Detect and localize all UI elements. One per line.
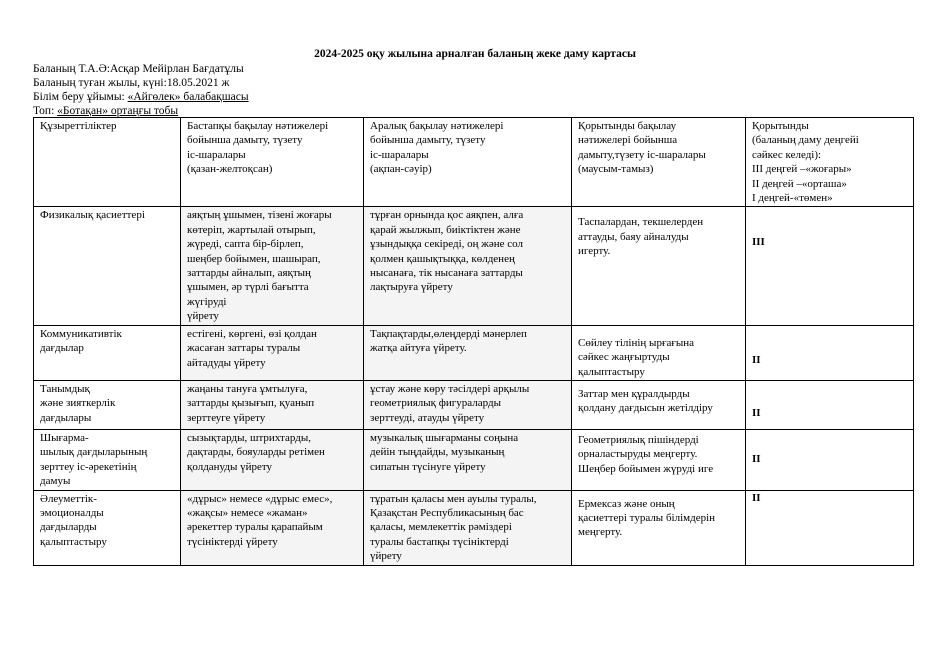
header-initial-line: Бастапқы бақылау нәтижелері (187, 120, 329, 132)
initial-cell (181, 429, 364, 490)
development-table-body (34, 118, 914, 566)
initial-cell-line: әрекеттер туралы қарапайым (187, 521, 323, 534)
table-row (34, 429, 914, 490)
table-row (34, 380, 914, 429)
header-final-line: (маусым-тамыз) (578, 163, 654, 176)
group-label: Топ: (33, 105, 58, 117)
header-interim (364, 118, 572, 207)
group-line (33, 104, 178, 118)
level-cell (746, 490, 914, 565)
development-level: III (752, 236, 765, 249)
final-cell (572, 207, 746, 325)
interim-cell (364, 380, 572, 429)
initial-cell-line: көтеріп, жартылай отырып, (187, 223, 316, 236)
header-interim-line: бойынша дамыту, түзету (370, 134, 486, 147)
initial-cell (181, 380, 364, 429)
header-initial-line: іс-шаралары (187, 148, 246, 161)
final-cell-line: Сөйлеу тілінің ырғағына (578, 336, 695, 349)
interim-cell-line: геометриялық фигураларды (370, 397, 501, 410)
interim-cell-line: музыкалық шығарманы соңына (370, 431, 519, 444)
initial-cell-line: «жақсы» немесе «жаман» (187, 506, 308, 519)
competence-cell (34, 490, 181, 565)
final-cell-line: Таспалардан, текшелерден (578, 216, 704, 229)
final-cell-line: Геометриялық пішіндерді (578, 433, 699, 446)
header-final-line: нәтижелері бойынша (578, 134, 678, 147)
organization-value: «Айгөлек» балабақшасы (127, 91, 249, 103)
organization-label: Білім беру ұйымы: (33, 91, 128, 103)
level-cell (746, 207, 914, 325)
level-cell (746, 380, 914, 429)
interim-cell-line: қолмен қашықтыққа, көлденең (370, 252, 515, 265)
child-name-line (33, 62, 244, 76)
final-cell (572, 429, 746, 490)
initial-cell-line: заттарды қызығып, қуанып (187, 397, 315, 410)
child-name-value: Асқар Мейірлан Бағдатұлы (110, 63, 244, 75)
final-cell (572, 325, 746, 380)
table-header-row (34, 118, 914, 207)
initial-cell-line: зерттеуге үйрету (187, 411, 266, 424)
competence-cell-line: Әлеуметтік- (40, 492, 97, 505)
initial-cell-line: дақтарды, бояуларды ретімен (187, 446, 325, 459)
initial-cell-line: шеңбер бойымен, шашырап, (187, 252, 321, 265)
header-competences (34, 118, 181, 207)
competence-cell-line: Коммуникативтік (40, 327, 122, 340)
development-table (33, 117, 914, 566)
competence-cell-line: эмоционалды (40, 506, 104, 519)
final-cell-line: Ермексаз және оның (578, 497, 675, 510)
header-final-line: Қорытынды бақылау (578, 120, 677, 132)
table-row (34, 490, 914, 565)
competence-cell-line: дағдылар (40, 342, 84, 355)
birth-date-label: Баланың туған жылы, күні: (33, 77, 167, 89)
initial-cell-line: «дұрыс» немесе «дұрыс емес», (187, 492, 333, 505)
development-level: II (752, 491, 761, 504)
header-conclusion-line: III деңгей –«жоғары» (752, 163, 852, 176)
level-cell (746, 325, 914, 380)
competence-cell (34, 325, 181, 380)
group-value: «Ботақан» ортаңғы тобы (57, 105, 179, 117)
interim-cell (364, 490, 572, 565)
initial-cell (181, 325, 364, 380)
child-name-label: Баланың Т.А.Ә: (33, 63, 110, 75)
initial-cell-line: аяқтың ұшымен, тізені жоғары (187, 209, 332, 222)
interim-cell-line: Тақпақтарды,өлеңдерді мәнерлеп (370, 327, 527, 340)
organization-line (33, 90, 249, 104)
initial-cell-line: қолдануды үйрету (187, 460, 273, 473)
interim-cell-line: нысанаға, тік нысанаға заттарды (370, 267, 523, 280)
competence-cell-line: дамуы (40, 475, 71, 488)
initial-cell-line: жүгіруді (187, 295, 227, 308)
interim-cell-line: сипатын түсінуге үйрету (370, 460, 486, 473)
header-interim-line: (ақпан-сәуір) (370, 163, 432, 176)
interim-cell-line: дейін тыңдайды, музыканың (370, 446, 505, 459)
interim-cell-line: үйрету (370, 550, 402, 563)
final-cell-line: меңгерту. (578, 526, 623, 539)
initial-cell-line: сызықтарды, штрихтарды, (187, 431, 311, 444)
initial-cell (181, 490, 364, 565)
competence-cell-line: Танымдық (40, 382, 90, 395)
competence-cell (34, 380, 181, 429)
competence-cell-line: Физикалық қасиеттері (40, 209, 145, 222)
header-conclusion-line: (баланың даму деңгейі (752, 134, 859, 147)
final-cell-line: қалыптастыру (578, 365, 645, 378)
interim-cell-line: тұрған орнында қос аяқпен, алға (370, 209, 524, 222)
final-cell-line: қолдану дағдысын жетілдіру (578, 402, 713, 415)
initial-cell-line: естігені, көргені, өзі қолдан (187, 327, 317, 340)
header-conclusion-line: І деңгей-«төмен» (752, 192, 833, 205)
header-final (572, 118, 746, 207)
initial-cell-line: үйрету (187, 310, 219, 323)
interim-cell-line: тұратын қаласы мен ауылы туралы, (370, 492, 537, 505)
competence-cell-line: зерттеу іс-әрекетінің (40, 460, 137, 473)
header-interim-line: Аралық бақылау нәтижелері (370, 120, 504, 132)
competence-cell-line: қалыптастыру (40, 535, 107, 548)
interim-cell-line: қарай жылжып, биіктіктен және (370, 223, 521, 236)
final-cell (572, 490, 746, 565)
final-cell-line: Заттар мен құралдырды (578, 387, 690, 400)
development-level: II (752, 406, 761, 419)
header-conclusion-line: Қорытынды (752, 120, 809, 132)
interim-cell (364, 429, 572, 490)
interim-cell-line: жатқа айтуға үйрету. (370, 342, 467, 355)
competence-cell (34, 207, 181, 325)
level-cell (746, 429, 914, 490)
document-title: 2024-2025 оқу жылына арналған баланың жеке даму картасы (314, 48, 636, 60)
table-row (34, 325, 914, 380)
initial-cell-line: айтадуды үйрету (187, 356, 266, 369)
header-conclusion-line: II деңгей –«орташа» (752, 177, 847, 190)
header-conclusion-line: сәйкес келеді): (752, 148, 822, 161)
final-cell-line: игерту. (578, 245, 611, 258)
initial-cell-line: жаңаны тануға ұмтылуға, (187, 382, 308, 395)
final-cell-line: қасиеттері туралы білімдерін (578, 511, 716, 524)
initial-cell-line: заттарды айналып, аяқтың (187, 267, 311, 280)
interim-cell-line: ұзындыққа секіреді, оң және сол (370, 238, 523, 251)
final-cell-line: аттауды, баяу айналуды (578, 230, 689, 243)
final-cell-line: Шеңбер бойымен жүруді иге (578, 462, 714, 475)
header-initial (181, 118, 364, 207)
header-initial-line: (қазан-желтоқсан) (187, 163, 273, 176)
header-interim-line: іс-шаралары (370, 148, 429, 161)
interim-cell-line: зерттеуді, атауды үйрету (370, 411, 485, 424)
final-cell-line: орналастыруды меңгерту. (578, 448, 698, 461)
final-cell (572, 380, 746, 429)
initial-cell-line: жасаған заттары туралы (187, 342, 301, 355)
final-cell-line: сәйкес жаңғыртуды (578, 351, 670, 364)
initial-cell (181, 207, 364, 325)
birth-date-line (33, 76, 229, 90)
table-row (34, 207, 914, 325)
competence-cell-line: шылық дағдыларының (40, 446, 148, 459)
header-competences-line: Құзыреттіліктер (40, 120, 117, 132)
interim-cell-line: лақтыруға үйрету (370, 281, 453, 294)
interim-cell-line: туралы бастапқы түсініктерді (370, 535, 509, 548)
interim-cell-line: ұстау және көру тәсілдері арқылы (370, 382, 530, 395)
competence-cell-line: және зияткерлік (40, 397, 116, 410)
competence-cell-line: дағдыларды (40, 521, 97, 534)
header-initial-line: бойынша дамыту, түзету (187, 134, 303, 147)
competence-cell (34, 429, 181, 490)
development-level: II (752, 452, 761, 465)
initial-cell-line: жүреді, сапта бір-бірлеп, (187, 238, 304, 251)
development-level: II (752, 353, 761, 366)
initial-cell-line: түсініктерді үйрету (187, 535, 278, 548)
interim-cell-line: қаласы, мемлекеттік рәміздері (370, 521, 512, 534)
header-final-line: дамыту,түзету іс-шаралары (578, 148, 706, 161)
birth-date-value: 18.05.2021 ж (166, 77, 230, 89)
interim-cell (364, 325, 572, 380)
competence-cell-line: Шығарма- (40, 431, 89, 444)
interim-cell-line: Қазақстан Республикасының бас (370, 506, 524, 519)
header-conclusion (746, 118, 914, 207)
initial-cell-line: ұшымен, әр түрлі бағытта (187, 281, 309, 294)
interim-cell (364, 207, 572, 325)
competence-cell-line: дағдылары (40, 411, 92, 424)
